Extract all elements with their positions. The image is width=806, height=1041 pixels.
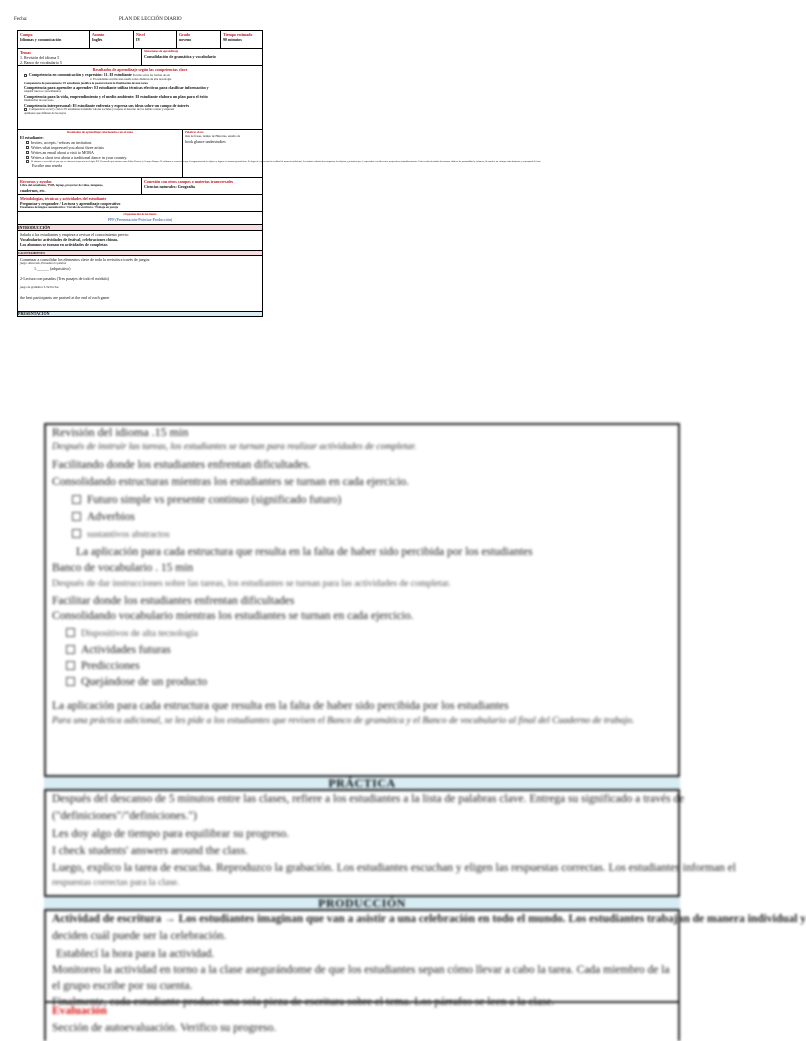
tiempo-cell: Tiempo estimado 90 minutos	[220, 31, 262, 48]
presentacion-box: Revisión del idioma .15 min Después de instruir las tareas, los estudiantes se turnan para realizar actividades de completar. Facilitando donde los estudiantes enfrentan dificultades. Consolidando estructuras mientras los estudiantes se turnan en cada ejercicio. Futuro simple vs presente continuo (significado futuro) Adverbios sustantivos abstractos La aplicación para cada estructura que resulta en la falta de haber sido percibida por los estudiantes Banco de vocabulario . 15 min Después de dar instrucciones sobre las tareas, los estudiantes se turnan para las actividades de completar. Facilitar donde los estudiantes enfrentan dificultades Consolidando vocabulario mientras los estudiantes se turnan en cada ejercicio. Dispositivos de alta tecnología Actividades futuras Predicciones Quejándose de un producto La aplicación para cada estructura que resulta en la falta de haber sido percibida por los estudiantes Para una práctica adicional, se les pide a los estudiantes que revisen el Banco de gramática y el Banco de vocabulario al final del Cuaderno de trabajo.	[44, 423, 680, 775]
evaluacion-box: Evaluación Sección de autoevaluación. Verifico su progreso.	[44, 1001, 680, 1041]
produccion-band: PRODUCCIÓN	[44, 895, 680, 911]
temas-cell: Temas 1. Revisión del idioma 5 2. Banco de vocabulario 5	[20, 50, 62, 65]
calentamiento-cell: Comenzar a consolidar los elementos clave de toda la revisión a través de juegos: juego: Ahorcado, Encuentra la palabra 1.______ (adquisitivo) 2-Lectura con pasadas (Tres pasajes de todo el módulo) juego de gramática 3-TicTacToe the best participants are praised at the end of each game	[20, 257, 151, 300]
grado-cell: Grado noveno	[176, 31, 220, 48]
lesson-plan-thumbnail	[0, 0, 768, 330]
date-label: Fecha:	[14, 17, 28, 22]
checkbox-icon	[72, 512, 81, 521]
introduccion-band: INTRODUCCIÓN	[18, 224, 262, 230]
lesson-plan-table	[17, 30, 542, 317]
nivel-cell: Nivel IV	[133, 31, 176, 48]
conexion-cell: Conexión con otros campos o materias transversales Ciencias naturales: Geografía	[141, 178, 262, 194]
checkbox-icon	[26, 151, 29, 154]
palabras-cell: Palabras clave lista de frases, tiempo de Historias, estudio de book glance understudies	[182, 130, 262, 177]
asunto-cell: Asunto Inglés	[89, 31, 133, 48]
checkbox-icon	[26, 160, 29, 163]
checkbox-icon	[66, 677, 75, 686]
recursos-cell: Recursos y ayudas Libro del estudiante, TWB, laptop, proyector de video, imágenes, cuadernos, etc.	[20, 179, 104, 193]
presentacion-band: PRESENTACIÓN	[18, 311, 262, 316]
checkbox-icon	[24, 74, 27, 77]
metodologias-cell: Metodologías, técnicas y actividades del estudiante Preguntar y responder / Lectura y aprendizaje cooperativo Enseñanza de lengua comunicativa / Círculo de escritura / Trabajo en pareja	[20, 196, 121, 209]
checkbox-icon	[72, 495, 81, 504]
organizacion-cell: Organización de lecciones PPP (Presentación-Práctica-Producción)	[107, 212, 173, 222]
vocabulario-heading: Banco de vocabulario . 15 min	[52, 562, 194, 574]
practica-band: PRÁCTICA	[44, 775, 680, 791]
idioma-heading: Revisión del idioma .15 min	[52, 425, 189, 439]
produccion-box: Actividad de escritura → Los estudiantes imaginan que van a asistir a una celebración en todo el mundo. Los estudiantes trabajan de manera individual y deciden cuál puede ser la celebración. Establecí la hora para la actividad. Monitoreo la actividad en torno a la clase asegurándome de que los estudiantes sepan cómo llevar a cabo la tarea. Cada miembro de la el grupo escribe por su cuenta. Finalmente, cada estudiante produce una sola pieza de escritura sobre el tema. Los párrafos se leen a la clase.	[44, 911, 680, 1001]
checkbox-icon	[66, 628, 75, 637]
lesson-plan-detail	[0, 415, 806, 1034]
plan-title: PLAN DE LECCIÓN DIARIO	[119, 17, 182, 22]
evaluacion-heading: Evaluación	[52, 1005, 107, 1017]
resultados-tema-cell: Resultados de aprendizaje relacionados con el tema El estudiante: Invites, accepts / refuses an invitation. Writes what impressed you about three artists Writes an email about a visit to MOBA Writes a short text about a traditional dance in your country. El alumno es accesible de por que se educaron la presencia el siglo XX. Desarrollo por artistas como Pablo Picasso y Georges Braque. El cubismo se caracteriza por la fragmentación de objetos y figuras en formas geométricas. Es lugar de representar la realidad de manera tradicional, los artistas cubistas descomponen los objetos y permiten que el espectador vea diferentes perspectivas simultáneamente. Esto resulta desafiaba las normas clásicas de profundidad y volumen, llevando a un enfoque más abstracto y conceptual del arte. Escribe una reseña	[20, 130, 542, 168]
checkbox-icon	[66, 645, 75, 654]
practica-box: Después del descanso de 5 minutos entre las clases, refiere a los estudiantes a la lista de palabras clave. Entrega su significado a través de ("definiciones"/"definiciones.") Les doy algo de tiempo para equilibrar su progreso. I check students' answers around the class. Luego, explico la tarea de escucha. Reproduzco la grabación. Los estudiantes escuchan y eligen las respuestas correctas. Los estudiantes informan el respuestas correctas para la clase.	[44, 791, 680, 895]
checkbox-icon	[72, 529, 81, 538]
competencias-cell: Resultados de aprendizaje según las competencias clave Competencia en comunicación y expresión: 11. El estudiante Escribe sobre las formas de ser 2. El estudiante escribe una reseña sobre distintos de alta tecnología Competencia de pensamiento: El estudiante justifica la postura hacia la finalización de una tarea Competencia para aprender a aprender: El estudiante utiliza técnicas efectivas para clasificar información y adquirir nuevos conocimientos Competencia para la vida, emprendimiento y el medio ambiente: El estudiante elabora un plan para el éxito finalización de una tarea Competencia interpersonal: El estudiante enfrenta y expresa sus ideas sobre un campo de interés Competencia social y cívica: El estudiante transmite valores sociales y respeta el derecho de los demás a tener y expresar opiniones que difieren de las suyas	[24, 67, 209, 115]
checkbox-icon	[26, 141, 29, 144]
checkbox-icon	[26, 146, 29, 149]
calentamiento-band: CALENTAMIENTO	[18, 250, 262, 255]
campo-cell: Campo Idiomas y comunicación	[20, 32, 62, 42]
checkbox-icon	[66, 661, 75, 670]
situaciones-cell: Situaciones de aprendizaje Consolidación de gramática y vocabulario	[141, 49, 262, 65]
introduccion-cell: Saluda a los estudiantes y empieza a revisar el conocimiento previo: Vocabulario: actividades de festival, celebraciones chinas. Los alumnos se turnan en actividades de completar.	[20, 232, 130, 247]
lesson-plan-detail-frame	[44, 423, 806, 1034]
